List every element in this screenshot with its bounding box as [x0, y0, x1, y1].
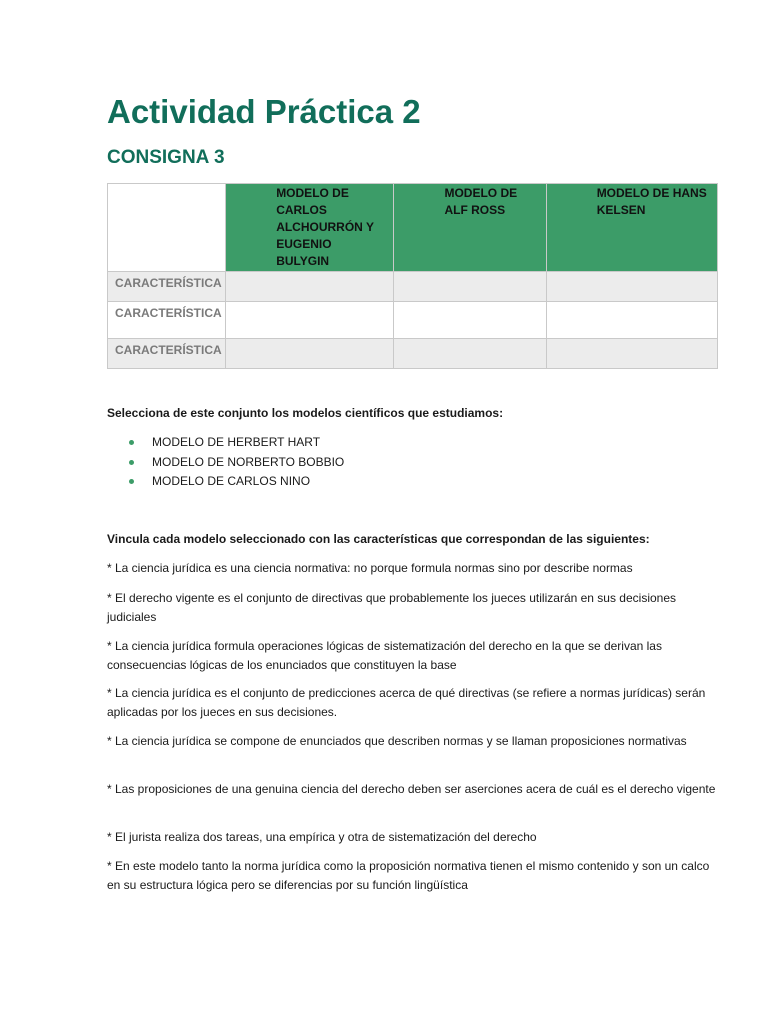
- row-label-cell: CARACTERÍSTICA: [108, 302, 226, 339]
- table-header-row: [108, 184, 718, 272]
- characteristic-item: * La ciencia jurídica es el conjunto de predicciones acerca de qué directivas (se refiere a normas jurídicas) serán aplicadas por los jueces en sus decisiones.: [107, 686, 706, 719]
- table-cell[interactable]: [546, 272, 717, 302]
- list-item: MODELO DE NORBERTO BOBBIO: [107, 453, 344, 473]
- table-row: [108, 272, 718, 302]
- characteristic-item: * En este modelo tanto la norma jurídica como la proposición normativa tienen el mismo contenido y son un calco en su estructura lógica pero se diferencias por su función lingüística: [107, 859, 710, 892]
- characteristic-item: * La ciencia jurídica es una ciencia normativa: no porque formula normas sino por describe normas: [107, 561, 633, 575]
- table-corner-cell: [108, 184, 226, 272]
- bullet-icon: [129, 479, 134, 484]
- page-title: Actividad Práctica 2: [107, 93, 421, 130]
- table-cell[interactable]: [226, 339, 394, 369]
- table-header-cell: MODELO DE ALF ROSS: [394, 184, 546, 272]
- list-item: MODELO DE CARLOS NINO: [107, 472, 344, 492]
- characteristic-item: * La ciencia jurídica se compone de enunciados que describen normas y se llaman proposiciones normativas: [107, 734, 687, 748]
- characteristic-item: * El jurista realiza dos tareas, una empírica y otra de sistematización del derecho: [107, 830, 537, 844]
- characteristic-item: * Las proposiciones de una genuina ciencia del derecho deben ser aserciones acera de cuál es el derecho vigente: [107, 782, 716, 796]
- characteristic-item: * La ciencia jurídica formula operaciones lógicas de sistematización del derecho en la que se derivan las consecuencias lógicas de los enunciados que constituyen la base: [107, 639, 662, 672]
- table-row: [108, 302, 718, 339]
- list-item: MODELO DE HERBERT HART: [107, 433, 344, 453]
- row-label-cell: CARACTERÍSTICA: [108, 272, 226, 302]
- table-cell[interactable]: [546, 302, 717, 339]
- table-cell[interactable]: [546, 339, 717, 369]
- bullet-icon: [129, 440, 134, 445]
- bullet-icon: [129, 460, 134, 465]
- table-cell[interactable]: [394, 302, 546, 339]
- table-header-cell: MODELO DE CARLOS ALCHOURRÓN Y EUGENIO BULYGIN: [226, 184, 394, 272]
- table-row: [108, 339, 718, 369]
- select-instruction: Selecciona de este conjunto los modelos científicos que estudiamos:: [107, 406, 504, 420]
- characteristic-item: * El derecho vigente es el conjunto de directivas que probablemente los jueces utilizarán en sus decisiones judiciales: [107, 591, 677, 624]
- table-cell[interactable]: [394, 339, 546, 369]
- row-label-cell: CARACTERÍSTICA: [108, 339, 226, 369]
- section-heading: CONSIGNA 3: [107, 147, 225, 168]
- link-instruction: Vincula cada modelo seleccionado con las características que correspondan de las siguientes:: [107, 532, 650, 546]
- table-cell[interactable]: [226, 302, 394, 339]
- table-cell[interactable]: [394, 272, 546, 302]
- table-cell[interactable]: [226, 272, 394, 302]
- table-header-cell: MODELO DE HANS KELSEN: [546, 184, 717, 272]
- comparison-table: [107, 183, 718, 369]
- model-list: [107, 433, 344, 492]
